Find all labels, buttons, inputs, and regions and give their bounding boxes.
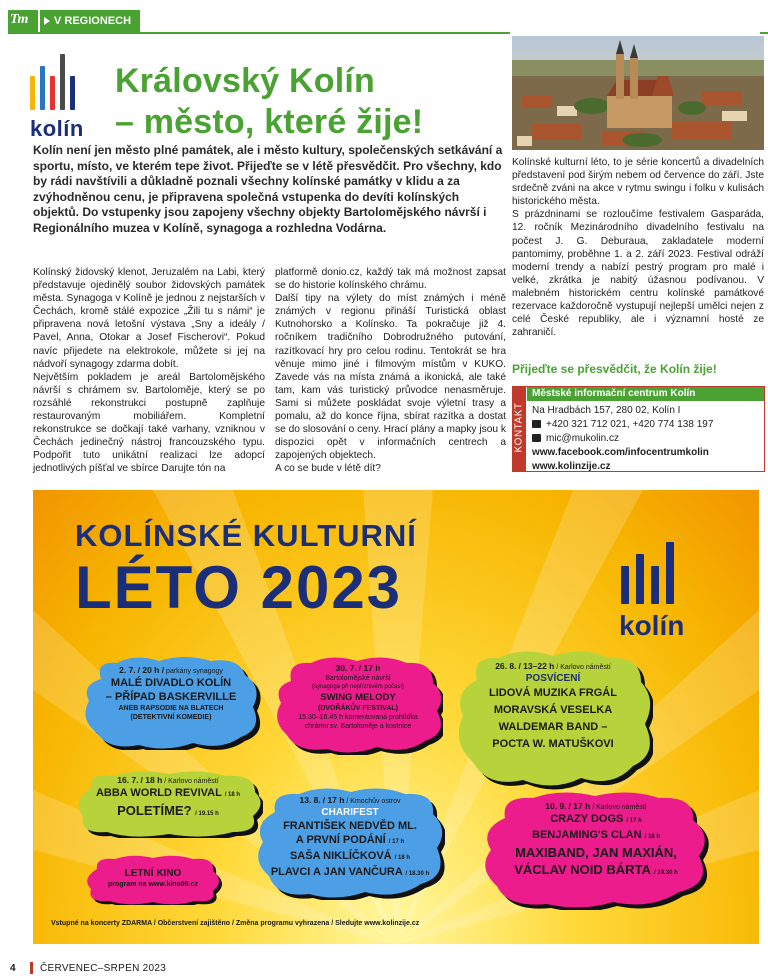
event-cloud: 2. 7. / 20 h / parkány synagogy MALÉ DIVADLO KOLÍN – PŘÍPAD BASKERVILLE ANEB RAPSODIE NA BLATECH (DETEKTIVNÍ KOMEDIE) <box>81 655 261 750</box>
paragraph: Další tipy na výlety do míst známých i méně známých v regionu přináší Turistická oblast Kutnohorsko a Kolínsko. Ta pokračuje již 4. ročníkem tradičního Dobrodružného putování, razítkovací hry pro celou rodinu. Tentokrát se hra věnuje mimo jiné i filmovým místům v KUKO. Zavede vás na místa známá a ikonická, ale také tam, kam vás turistický průvodce nenasměruje. Sami si můžete poskládat svoje výletní trasy a pomalu, až do konce října, sbírat razítka a dostat se do slosování o ceny. Hrací plány a mapky jsou k dispozici opět v informačních centrech a zapojených objektech. <box>275 293 506 462</box>
contact-phone: +420 321 712 021, +420 774 138 197 <box>532 419 713 430</box>
contact-address: Na Hradbách 157, 280 02, Kolín I <box>532 405 681 416</box>
article-lead: Kolín není jen město plné památek, ale i město kultury, společenských setkávání a sportu, místo, ve kterém tepe život. Přijeďte se v létě přesvědčit. Pro všechny, kdo by rádi navštívili a důkladně poznali všechny kolínské památky v klidu a za zvýhodněnou cenu, je připravena společná vstupenka do devíti kolínských objektů. Do vstupenky jsou zapojeny všechny objekty Bartolomějského návrší i Regionálního muzea v Kolíně, synagoga a rozhledna Vodárna. <box>33 143 503 235</box>
footer-divider <box>30 962 33 974</box>
article-column-1 <box>33 266 265 476</box>
article-column-2 <box>275 266 506 476</box>
call-to-action: Přijeďte se přesvědčit, že Kolín žije! <box>512 362 717 376</box>
contact-web-link[interactable]: www.kolinzije.cz <box>532 461 611 472</box>
article-title-line2: – město, které žije! <box>115 103 424 141</box>
page-number: 4 <box>10 963 16 974</box>
contact-heading: Městské informační centrum Kolín <box>527 387 764 401</box>
event-cloud: 13. 8. / 17 h / Kmochův ostrov CHARIFEST FRANTIŠEK NEDVĚD ML. A PRVNÍ PODÁNÍ / 17 h SAŠA NIKLÍČKOVÁ / 18 h PLAVCI A JAN VANČURA / 18.30 h <box>255 788 445 900</box>
poster-title-line1: KOLÍNSKÉ KULTURNÍ <box>75 518 417 553</box>
poster-footer-note: Vstupné na koncerty ZDARMA / Občerstvení zajištěno / Změna programu vyhrazena / Sledujte www.kolinzije.cz <box>51 920 420 927</box>
event-cloud: 16. 7. / 18 h / Karlovo náměstí ABBA WORLD REVIVAL / 18 h POLETÍME? / 19.15 h <box>73 770 263 838</box>
paragraph: Kolínský židovský klenot, Jeruzalém na Labi, který představuje ojedinělý soubor židovských památek města. Synagoga v Kolíně je jednou z nejstarších v Čechách, kromě stálé expozice „Žili tu s námi“ je připravena nová letošní výstava „Sny a ideály / Pavel, Anna, Otokar a Josef Fischerovi“. Pokud navíc přijedete na elektrokole, můžete si jej na nádvoří synagogy zdarma dobít. <box>33 267 265 370</box>
kolin-aerial-photo <box>512 36 764 150</box>
event-cloud: LETNÍ KINO program na www.kino99.cz <box>83 855 223 905</box>
paragraph: S prázdninami se rozloučíme festivalem Gasparáda, 12. ročník Mezinárodního divadelního festivalu na počest J. G. Deburaua, zakladatele moderní pantomimy, proběhne 1. a 2. září 2023. Festival odráží moderní trendy a nabízí pestrý program pro malé i velké, zkrátka je nabitý úžasnou podívanou. V malebném historickém centru kolínské památkové rezervace každoročně vystupují nejlepší umělci nejen z celé České republiky, ale i významní hosté ze zahraničí. <box>512 209 764 339</box>
envelope-icon <box>532 434 541 442</box>
article-title-line1: Královský Kolín <box>115 62 375 100</box>
poster-kolin-logo <box>621 542 691 604</box>
issue-label: ČERVENEC–SRPEN 2023 <box>40 963 167 974</box>
contact-email[interactable]: mic@mukolin.cz <box>532 433 619 444</box>
header-rule-right <box>760 32 768 34</box>
contact-facebook-link[interactable]: www.facebook.com/infocentrumkolin <box>532 447 709 458</box>
event-cloud: 26. 8. / 13–22 h / Karlovo náměstí POSVÍCENÍ LIDOVÁ MUZIKA FRGÁL MORAVSKÁ VESELKA WALDEMAR BAND – POCTA W. MATUŠKOVI <box>453 650 653 790</box>
paragraph: A co se bude v létě dít? <box>275 463 381 475</box>
event-cloud: 30. 7. / 17 h Bartolomějské návrší (synagoga při nepříznivém počasí) SWING MELODY (DVOŘÁKŮV FESTIVAL) 15.30–16.45 h komentovaná prohlídka chrámu sv. Bartoloměje a kostnice <box>273 655 443 755</box>
paragraph: platformě donio.cz, každý tak má možnost zapsat se do historie kolínského chrámu. <box>275 267 506 292</box>
kolin-logo <box>30 54 90 110</box>
section-tab: V REGIONECH <box>40 10 140 32</box>
poster-kolin-text: kolín <box>619 610 685 641</box>
magazine-logo: Tm <box>8 10 38 32</box>
header-rule <box>8 32 510 34</box>
paragraph: Kolínské kulturní léto, to je série koncertů a divadelních představení pod širým nebem od července do září. Jste srdečně zváni na akce v rytmu swingu i folku v kulisách historického města. <box>512 157 764 208</box>
poster-title-line2: LÉTO 2023 <box>75 554 403 621</box>
contact-side-label: KONTAKT <box>512 386 526 472</box>
summer-festival-poster <box>33 490 759 944</box>
article-column-3 <box>512 156 764 339</box>
event-cloud: 10. 9. / 17 h / Karlovo náměstí CRAZY DOGS / 17 h BENJAMING'S CLAN / 18 h MAXIBAND, JAN MAXIÁN, VÁCLAV NOID BÁRTA / 19.30 h <box>481 792 711 910</box>
kolin-logo-text: kolín <box>30 116 84 141</box>
paragraph: Největším pokladem je areál Bartolomějského návrší s chrámem sv. Bartoloměje, který se po rozsáhlé rekonstrukci postupně zaplňuje restaurovaným mobiliářem. Kompletní rekonstrukce se dočkají také varhany, vzniknou v Čechách jedinečný nástroj francouzského typu. Podpořit tuto unikátní realizaci lze adopcí jednotlivých píšťal ve sbírce Darujte tón na <box>33 371 265 475</box>
phone-icon <box>532 420 541 428</box>
